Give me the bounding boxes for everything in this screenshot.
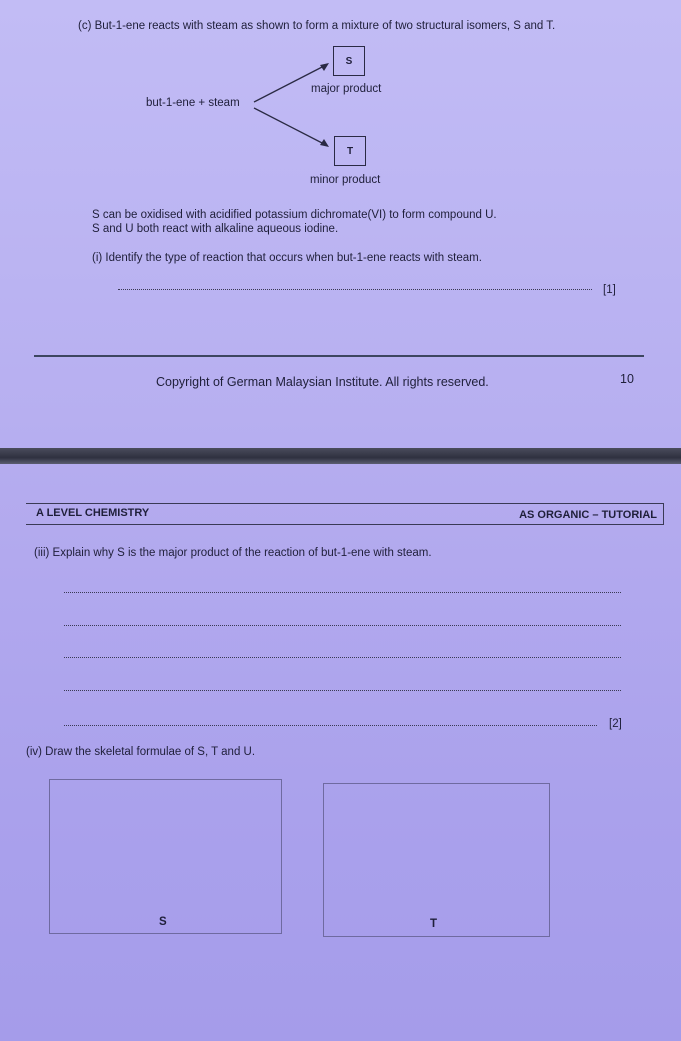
page-header-box [26,503,664,525]
question-c-text: (c) But-1-ene reacts with steam as shown to form a mixture of two structural isomers, S and T. [78,20,556,32]
arrowhead-t [320,139,329,147]
box-t-label: T [430,918,438,930]
info-line-1: S can be oxidised with acidified potassium dichromate(VI) to form compound U. [92,209,497,221]
major-product-label: major product [311,83,382,95]
info-line-2: S and U both react with alkaline aqueous iodine. [92,223,339,235]
header-left: A LEVEL CHEMISTRY [36,507,150,519]
drawing-box-t[interactable] [323,783,550,937]
reactants-label: but-1-ene + steam [146,97,240,109]
answer-line-i[interactable] [118,289,592,290]
answer-line-iii-1[interactable] [64,592,621,593]
arrow-to-t [254,108,326,145]
page-gap [0,448,681,464]
part-iii-question: (iii) Explain why S is the major product of the reaction of but-1-ene with steam. [34,547,432,559]
minor-product-label: minor product [310,174,381,186]
part-iv-question: (iv) Draw the skeletal formulae of S, T and U. [26,746,256,758]
drawing-box-s[interactable] [49,779,282,934]
answer-line-iii-5[interactable] [64,725,597,726]
header-right: AS ORGANIC – TUTORIAL [519,509,657,521]
arrowhead-s [320,63,329,71]
reaction-arrows [240,55,340,155]
answer-line-iii-4[interactable] [64,690,621,691]
part-i-question: (i) Identify the type of reaction that occurs when but-1-ene reacts with steam. [92,252,482,264]
part-i-marks: [1] [603,284,616,296]
answer-line-iii-2[interactable] [64,625,621,626]
page-number: 10 [620,372,634,386]
product-t-box: T [334,136,366,166]
answer-line-iii-3[interactable] [64,657,621,658]
copyright-text: Copyright of German Malaysian Institute. All rights reserved. [156,375,489,389]
footer-rule [34,355,644,357]
product-s-box: S [333,46,365,76]
part-iii-marks: [2] [609,718,622,730]
box-s-label: S [159,916,167,928]
